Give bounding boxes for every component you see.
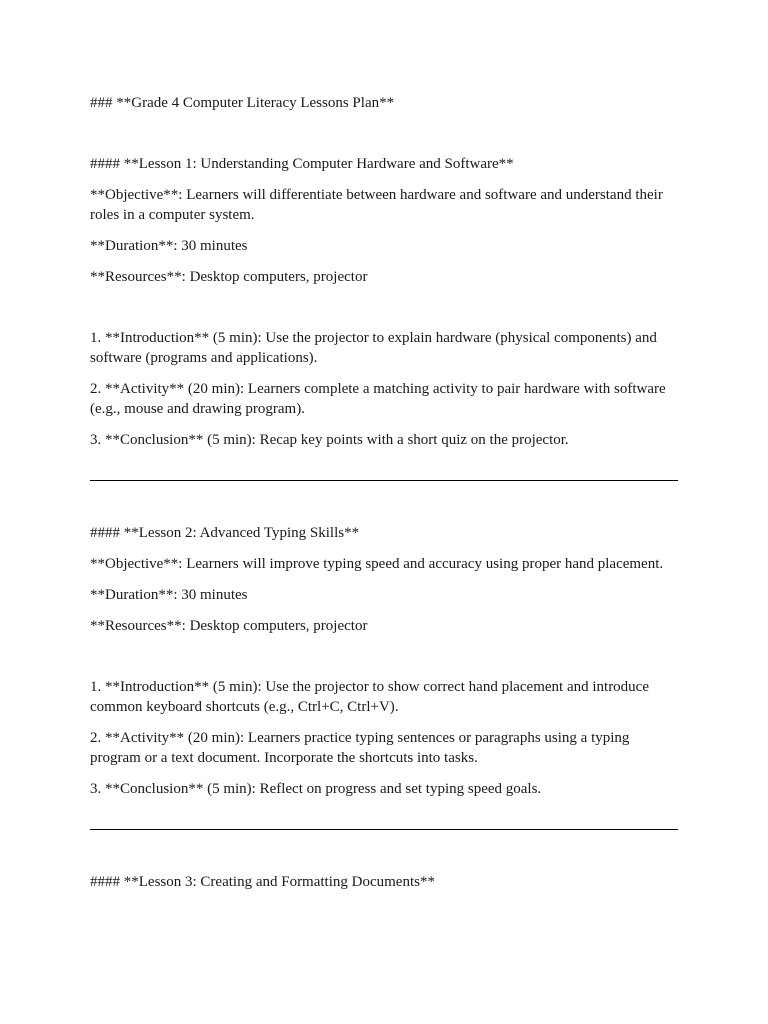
lesson-3-section	[90, 872, 678, 892]
section-divider	[90, 480, 678, 481]
lesson-2-section	[90, 523, 678, 799]
lesson-2-step-conclusion: 3. **Conclusion** (5 min): Reflect on progress and set typing speed goals.	[90, 781, 542, 797]
lesson-1-heading: #### **Lesson 1: Understanding Computer Hardware and Software**	[90, 156, 514, 172]
lesson-1-step-activity: 2. **Activity** (20 min): Learners complete a matching activity to pair hardware with software (e.g., mouse and drawing program).	[90, 381, 666, 417]
lesson-1-duration: **Duration**: 30 minutes	[90, 238, 248, 254]
lesson-1-step-conclusion: 3. **Conclusion** (5 min): Recap key points with a short quiz on the projector.	[90, 432, 569, 448]
lesson-1-step-introduction: 1. **Introduction** (5 min): Use the projector to explain hardware (physical components) and software (programs and applications).	[90, 330, 657, 366]
lesson-2-step-introduction: 1. **Introduction** (5 min): Use the projector to show correct hand placement and introduce common keyboard shortcuts (e.g., Ctrl+C, Ctrl+V).	[90, 679, 649, 715]
document-title: ### **Grade 4 Computer Literacy Lessons Plan**	[90, 95, 395, 111]
section-divider	[90, 829, 678, 830]
lesson-2-resources: **Resources**: Desktop computers, projector	[90, 618, 368, 634]
lesson-2-step-activity: 2. **Activity** (20 min): Learners practice typing sentences or paragraphs using a typing program or a text document. Incorporate the shortcuts into tasks.	[90, 730, 630, 766]
lesson-2-heading: #### **Lesson 2: Advanced Typing Skills**	[90, 525, 360, 541]
lesson-1-section	[90, 154, 678, 450]
lesson-1-objective: **Objective**: Learners will differentiate between hardware and software and understand their roles in a computer system.	[90, 187, 663, 223]
lesson-3-heading: #### **Lesson 3: Creating and Formatting Documents**	[90, 874, 435, 890]
lesson-1-resources: **Resources**: Desktop computers, projector	[90, 269, 368, 285]
lesson-2-duration: **Duration**: 30 minutes	[90, 587, 248, 603]
document-body	[90, 93, 678, 903]
lesson-2-objective: **Objective**: Learners will improve typing speed and accuracy using proper hand placement.	[90, 556, 664, 572]
